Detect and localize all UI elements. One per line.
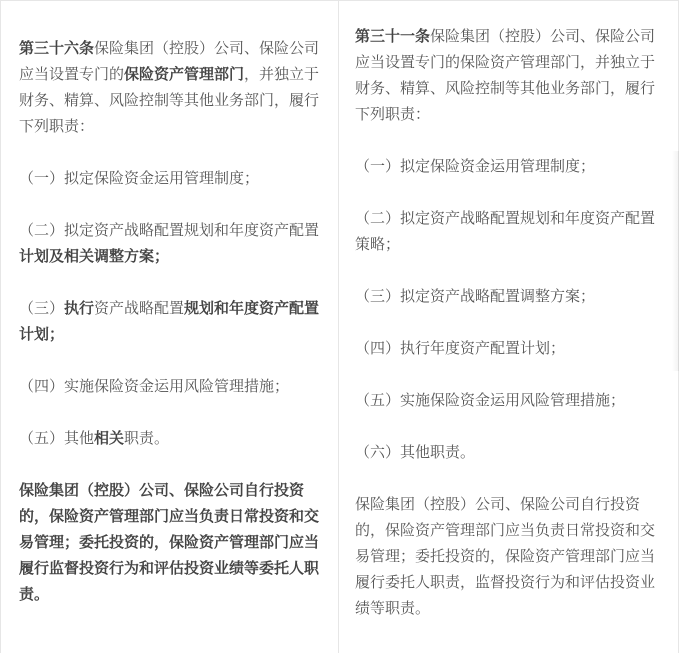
new-item-5: （五）其他相关职责。	[19, 429, 170, 447]
new-article-number: 第三十六条	[19, 39, 95, 57]
old-version-cell	[339, 1, 679, 653]
new-version-cell	[1, 1, 338, 653]
old-item-4: （四）执行年度资产配置计划；	[355, 339, 566, 357]
new-item-4: （四）实施保险资金运用风险管理措施；	[19, 377, 290, 395]
old-item-6: （六）其他职责。	[355, 443, 476, 461]
new-item-1: （一）拟定保险资金运用管理制度；	[19, 169, 260, 187]
new-item-3: （三）执行资产战略配置规划和年度资产配置计划；	[19, 299, 320, 343]
old-closing-paragraph: 保险集团（控股）公司、保险公司自行投资的，保险资产管理部门应当负责日常投资和交易管理；委托投资的，保险资产管理部门应当履行委托人职责，监督投资行为和评估投资业绩等职责。	[355, 495, 656, 617]
new-closing-paragraph: 保险集团（控股）公司、保险公司自行投资的，保险资产管理部门应当负责日常投资和交易管理；委托投资的，保险资产管理部门应当履行监督投资行为和评估投资业绩等委托人职责。	[19, 481, 320, 603]
old-article-number: 第三十一条	[355, 27, 431, 45]
old-item-3: （三）拟定资产战略配置调整方案；	[355, 287, 596, 305]
new-item-2: （二）拟定资产战略配置规划和年度资产配置计划及相关调整方案；	[19, 221, 320, 265]
old-item-5: （五）实施保险资金运用风险管理措施；	[355, 391, 626, 409]
old-item-2: （二）拟定资产战略配置规划和年度资产配置策略；	[355, 209, 656, 253]
old-article-intro: 第三十一条保险集团（控股）公司、保险公司应当设置专门的保险资产管理部门，并独立于财务、精算、风险控制等其他业务部门，履行下列职责：	[355, 27, 656, 123]
old-version-column	[339, 1, 679, 653]
scroll-edge-shadow	[672, 151, 679, 371]
new-article-intro: 第三十六条保险集团（控股）公司、保险公司应当设置专门的保险资产管理部门，并独立于财务、精算、风险控制等其他业务部门，履行下列职责：	[19, 39, 320, 135]
new-version-column	[1, 1, 339, 653]
old-item-1: （一）拟定保险资金运用管理制度；	[355, 157, 596, 175]
